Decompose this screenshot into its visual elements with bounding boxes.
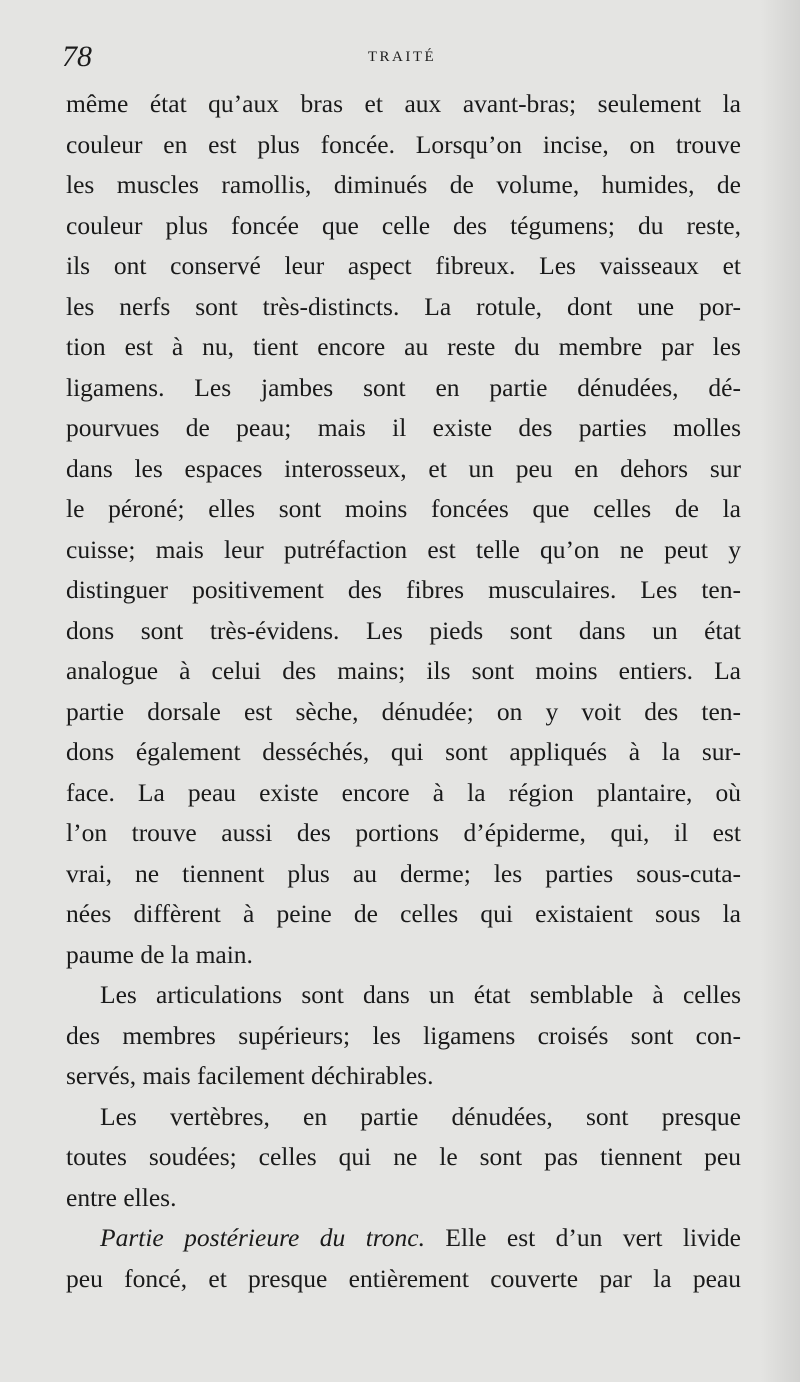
text-line: le péroné; elles sont moins foncées que celles de la: [66, 494, 741, 523]
text-line: cuisse; mais leur putréfaction est telle qu’on ne peut y: [66, 534, 741, 564]
text-line: vrai, ne tiennent plus au derme; les parties sous-cuta-: [66, 858, 741, 888]
text-line: ils ont conservé leur aspect fibreux. Les vaisseaux et: [66, 251, 741, 280]
text-line: l’on trouve aussi des portions d’épiderme, qui, il est: [66, 818, 741, 847]
text-line: dons également desséchés, qui sont appliqués à la sur-: [66, 737, 741, 766]
text-line: pourvues de peau; mais il existe des parties molles: [66, 413, 741, 442]
section-lead-rest: Elle est d’un vert livide: [424, 1223, 741, 1252]
text-line: analogue à celui des mains; ils sont moins entiers. La: [66, 656, 741, 685]
text-line: tion est à nu, tient encore au reste du membre par les: [66, 332, 741, 361]
text-line: dans les espaces interosseux, et un peu en dehors sur: [66, 453, 741, 483]
text-line: dons sont très-évidens. Les pieds sont dans un état: [66, 615, 741, 645]
text-line: nées diffèrent à peine de celles qui existaient sous la: [66, 899, 741, 928]
text-line: des membres supérieurs; les ligamens croisés sont con-: [66, 1020, 741, 1050]
text-line: les nerfs sont très-distincts. La rotule, dont une por-: [66, 291, 741, 321]
text-line: couleur en est plus foncée. Lorsqu’on incise, on trouve: [66, 129, 741, 159]
text-line: [66, 1218, 741, 1259]
text-line: paume de la main.: [66, 939, 253, 969]
page-number: 78: [62, 40, 92, 73]
page-header: [62, 40, 742, 80]
text-line: servés, mais facilement déchirables.: [66, 1061, 434, 1090]
text-line: Les articulations sont dans un état semblable à celles: [100, 980, 741, 1009]
text-line: peu foncé, et presque entièrement couverte par la peau: [66, 1263, 741, 1293]
text-line: face. La peau existe encore à la région plantaire, où: [66, 777, 741, 807]
section-lead: Partie postérieure du tronc.: [100, 1223, 425, 1252]
text-line: toutes soudées; celles qui ne le sont pas tiennent peu: [66, 1142, 741, 1171]
running-head: TRAITÉ: [367, 49, 437, 65]
page-edge-shadow: [760, 0, 800, 1382]
text-line: partie dorsale est sèche, dénudée; on y voit des ten-: [66, 696, 741, 726]
text-line: les muscles ramollis, diminués de volume, humides, de: [66, 170, 741, 199]
text-line: distinguer positivement des fibres musculaires. Les ten-: [66, 575, 741, 604]
text-line: ligamens. Les jambes sont en partie dénudées, dé-: [66, 372, 741, 402]
text-line: Les vertèbres, en partie dénudées, sont presque: [100, 1101, 741, 1131]
text-line: entre elles.: [66, 1182, 177, 1212]
text-line: même état qu’aux bras et aux avant-bras; seulement la: [66, 89, 741, 118]
text-line: couleur plus foncée que celle des tégumens; du reste,: [66, 210, 741, 240]
page-body: [66, 84, 741, 1299]
